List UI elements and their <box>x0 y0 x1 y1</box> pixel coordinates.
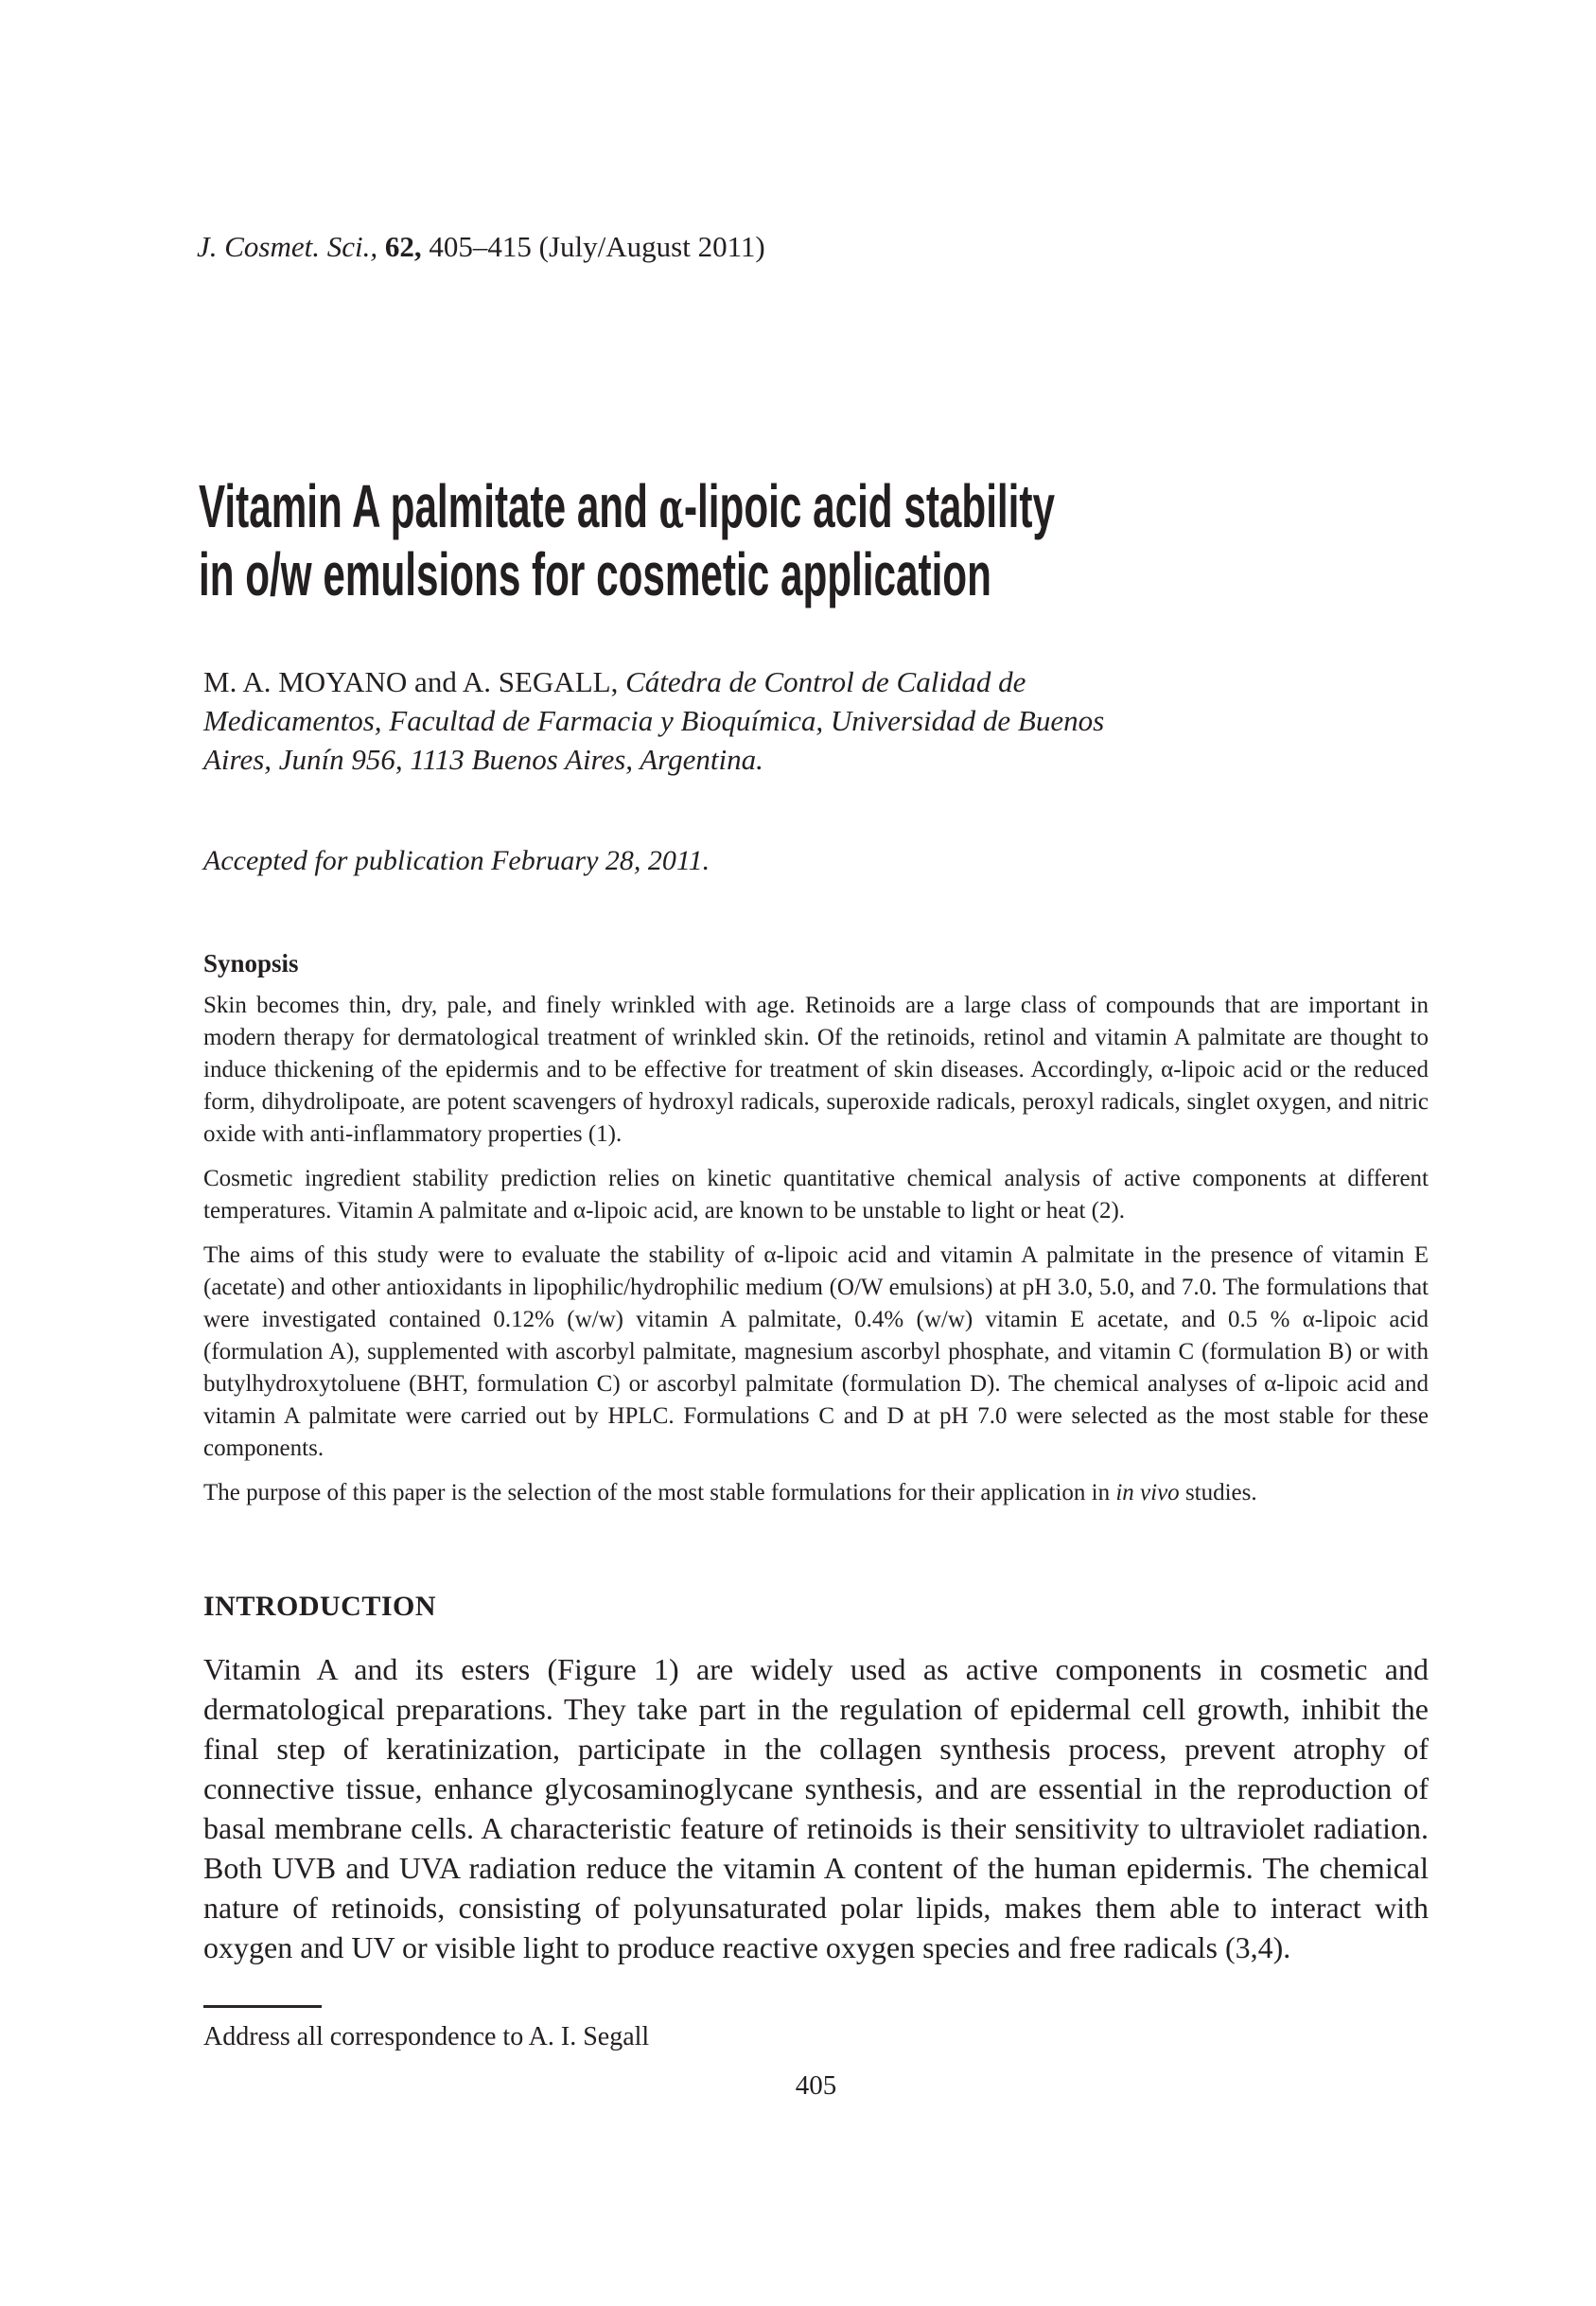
journal-citation <box>197 230 765 264</box>
introduction-heading: INTRODUCTION <box>203 1591 437 1622</box>
synopsis-para4-pre: The purpose of this paper is the selection of the most stable formulations for their application in <box>203 1480 1116 1505</box>
in-vivo-italic: in vivo <box>1115 1480 1180 1505</box>
acceptance-date: Accepted for publication February 28, 2011. <box>203 845 710 876</box>
main-column <box>203 946 1429 2102</box>
paper-title-line1 <box>199 473 1055 541</box>
title-line1-post: -lipoic acid stability <box>683 472 1055 540</box>
authors-affiliation <box>203 662 1116 779</box>
author-affiliation: Cátedra de Control de Calidad de Medicamentos, Facultad de Farmacia y Bioquímica, Universidad de Buenos Aires, Junín 956, 1113 Buenos Aires, Argentina. <box>203 665 1105 776</box>
page-number: 405 <box>795 2070 837 2101</box>
footnote-rule <box>203 2005 322 2008</box>
synopsis-paragraph-4 <box>203 1477 1429 1509</box>
footnote-block <box>203 2005 1429 2053</box>
journal-name: J. Cosmet. Sci., <box>197 230 385 263</box>
synopsis-para4-post: studies. <box>1179 1480 1257 1505</box>
synopsis-paragraph-1: Skin becomes thin, dry, pale, and finely wrinkled with age. Retinoids are a large class of compounds that are important in modern therapy for dermatological treatment of wrinkled skin. Of the retinoids, retinol and vitamin A palmitate are thought to induce thickening of the epidermis and to be effective for treatment of skin diseases. Accordingly, α-lipoic acid or the reduced form, dihydrolipoate, are potent scavengers of hydroxyl radicals, superoxide radicals, peroxyl radicals, singlet oxygen, and nitric oxide with anti-inflammatory properties (1). <box>203 993 1429 1147</box>
introduction-paragraph: Vitamin A and its esters (Figure 1) are widely used as active components in cosmetic and dermatological preparations. They take part in the regulation of epidermal cell growth, inhibit the final step of keratinization, participate in the collagen synthesis process, prevent atrophy of connective tissue, enhance glycosaminoglycane synthesis, and are essential in the reproduction of basal membrane cells. A characteristic feature of retinoids is their sensitivity to ultraviolet radiation. Both UVB and UVA radiation reduce the vitamin A content of the human epidermis. The chemical nature of retinoids, consisting of polyunsaturated polar lipids, makes them able to interact with oxygen and UV or visible light to produce reactive oxygen species and free radicals (3,4). <box>203 1652 1429 1964</box>
footnote-text: Address all correspondence to A. I. Segall <box>203 2022 650 2051</box>
synopsis-heading: Synopsis <box>203 949 299 977</box>
journal-volume: 62, <box>384 230 430 263</box>
title-line1-pre: Vitamin A palmitate and <box>199 472 659 540</box>
journal-pages-date: 405–415 (July/August 2011) <box>429 230 765 263</box>
paper-title-line2: in o/w emulsions for cosmetic application <box>199 540 991 608</box>
synopsis-paragraph-2: Cosmetic ingredient stability prediction relies on kinetic quantitative chemical analysis of active components at different temperatures. Vitamin A palmitate and α-lipoic acid, are known to be unstable to light or heat (2). <box>203 1166 1429 1223</box>
author-names: M. A. MOYANO and A. SEGALL, <box>203 665 626 698</box>
alpha-glyph: α <box>658 476 684 540</box>
paper-title <box>199 473 1055 607</box>
synopsis-paragraph-3: The aims of this study were to evaluate the stability of α-lipoic acid and vitamin A palmitate in the presence of vitamin E (acetate) and other antioxidants in lipophilic/hydrophilic medium (O/W emulsions) at pH 3.0, 5.0, and 7.0. The formulations that were investigated contained 0.12% (w/w) vitamin A palmitate, 0.4% (w/w) vitamin E acetate, and 0.5 % α-lipoic acid (formulation A), supplemented with ascorbyl palmitate, magnesium ascorbyl phosphate, and vitamin C (formulation B) or with butylhydroxytoluene (BHT, formulation C) or ascorbyl palmitate (formulation D). The chemical analyses of α-lipoic acid and vitamin A palmitate were carried out by HPLC. Formulations C and D at pH 7.0 were selected as the most stable for these components. <box>203 1242 1429 1461</box>
